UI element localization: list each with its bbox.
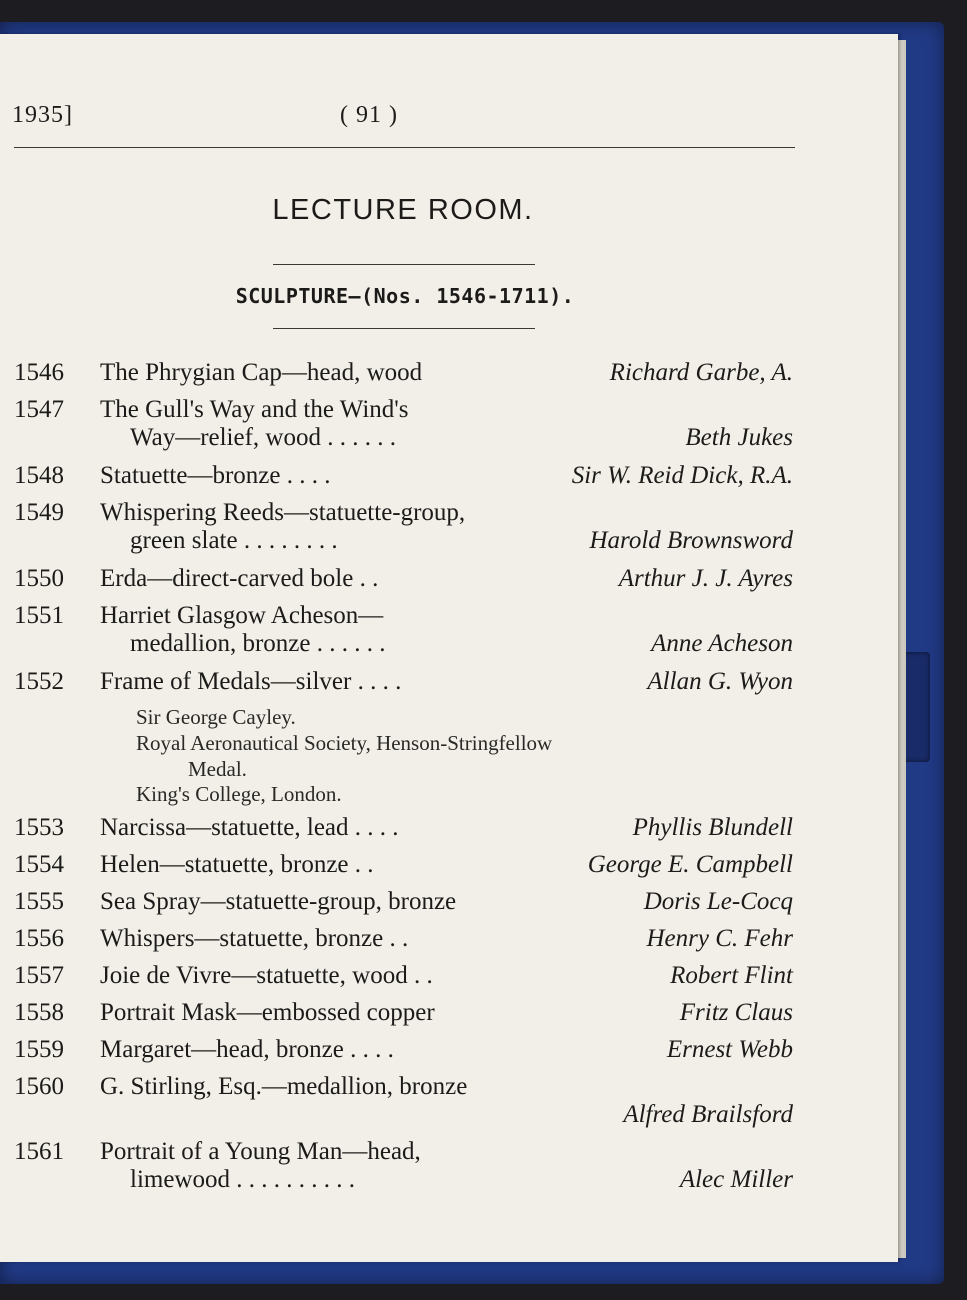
entry-title: Whispers—statuette, bronze . . xyxy=(100,925,409,952)
entry-title: Whispering Reeds—statuette-group, xyxy=(100,499,466,526)
catalogue-entry xyxy=(0,847,898,883)
medal-note-line: Sir George Cayley. xyxy=(136,705,296,729)
entry-title-continued: green slate . . . . . . . . xyxy=(130,527,338,554)
entry-artist: Allan G. Wyon xyxy=(647,668,793,695)
entry-number: 1555 xyxy=(14,888,64,915)
title-rule-lower xyxy=(273,328,535,329)
book-page xyxy=(0,34,898,1262)
entry-artist: Fritz Claus xyxy=(679,999,793,1026)
section-subtitle: SCULPTURE—(Nos. 1546-1711). xyxy=(235,284,575,308)
catalogue-entry xyxy=(0,664,898,700)
medal-note-line: King's College, London. xyxy=(136,782,342,806)
entry-artist: Anne Acheson xyxy=(651,630,793,657)
entry-title: The Phrygian Cap—head, wood xyxy=(100,359,423,386)
entry-number: 1551 xyxy=(14,602,64,629)
medal-note-line: Medal. xyxy=(188,757,247,781)
entry-title: Margaret—head, bronze . . . . xyxy=(100,1036,394,1063)
title-rule-upper xyxy=(273,264,535,265)
entry-title: Joie de Vivre—statuette, wood . . xyxy=(100,962,433,989)
catalogue-entry-continuation xyxy=(0,1097,898,1133)
entry-number: 1549 xyxy=(14,499,64,526)
entry-artist: George E. Campbell xyxy=(587,851,793,878)
entry-title: Frame of Medals—silver . . . . xyxy=(100,668,402,695)
entry-title: Narcissa—statuette, lead . . . . xyxy=(100,814,399,841)
catalogue-entry xyxy=(0,810,898,846)
entry-number: 1552 xyxy=(14,668,64,695)
entry-title: Erda—direct-carved bole . . xyxy=(100,565,379,592)
running-head-year: 1935] xyxy=(12,102,73,128)
entry-artist: Richard Garbe, A. xyxy=(609,359,793,386)
catalogue-entry-continuation xyxy=(0,1162,898,1198)
entry-artist: Doris Le-Cocq xyxy=(643,888,793,915)
entry-number: 1560 xyxy=(14,1073,64,1100)
catalogue-entry-continuation xyxy=(0,626,898,662)
catalogue-entry xyxy=(0,884,898,920)
catalogue-entry xyxy=(0,1032,898,1068)
entry-number: 1559 xyxy=(14,1036,64,1063)
header-rule xyxy=(14,147,795,148)
entry-title: Portrait of a Young Man—head, xyxy=(100,1138,421,1165)
catalogue-entry xyxy=(0,921,898,957)
entry-number: 1553 xyxy=(14,814,64,841)
page-edges xyxy=(898,40,906,1258)
entry-artist: Phyllis Blundell xyxy=(632,814,793,841)
catalogue-entry xyxy=(0,958,898,994)
entry-artist: Ernest Webb xyxy=(666,1036,793,1063)
catalogue-entry-continuation xyxy=(0,523,898,559)
entry-artist: Harold Brownsword xyxy=(589,527,793,554)
entry-number: 1556 xyxy=(14,925,64,952)
entry-number: 1554 xyxy=(14,851,64,878)
entry-number: 1548 xyxy=(14,462,64,489)
medal-note-line: Royal Aeronautical Society, Henson-Stringfellow xyxy=(136,731,553,755)
page-title: LECTURE ROOM. xyxy=(272,194,534,226)
entry-number: 1558 xyxy=(14,999,64,1026)
entry-artist: Henry C. Fehr xyxy=(646,925,793,952)
entry-artist: Beth Jukes xyxy=(685,424,793,451)
entry-title-continued: medallion, bronze . . . . . . xyxy=(130,630,386,657)
entry-title-continued: limewood . . . . . . . . . . xyxy=(130,1166,355,1193)
page-number: ( 91 ) xyxy=(340,102,398,128)
entry-number: 1550 xyxy=(14,565,64,592)
entry-title: Sea Spray—statuette-group, bronze xyxy=(100,888,457,915)
entry-number: 1547 xyxy=(14,396,64,423)
entry-artist: Alec Miller xyxy=(679,1166,793,1193)
entry-number: 1546 xyxy=(14,359,64,386)
catalogue-entry xyxy=(0,995,898,1031)
catalogue-entry xyxy=(0,561,898,597)
catalogue-entry xyxy=(0,458,898,494)
catalogue-entry xyxy=(0,355,898,391)
entry-artist: Sir W. Reid Dick, R.A. xyxy=(571,462,793,489)
entry-title: Statuette—bronze . . . . xyxy=(100,462,331,489)
entry-artist: Robert Flint xyxy=(670,962,793,989)
entry-artist: Alfred Brailsford xyxy=(623,1101,793,1128)
entry-title: The Gull's Way and the Wind's xyxy=(100,396,409,423)
entry-artist: Arthur J. J. Ayres xyxy=(618,565,793,592)
catalogue-entry-continuation xyxy=(0,420,898,456)
entry-title: Helen—statuette, bronze . . xyxy=(100,851,374,878)
entry-title: Portrait Mask—embossed copper xyxy=(100,999,435,1026)
entry-title-continued: Way—relief, wood . . . . . . xyxy=(130,424,396,451)
entry-title: Harriet Glasgow Acheson— xyxy=(100,602,384,629)
entry-title: G. Stirling, Esq.—medallion, bronze xyxy=(100,1073,468,1100)
entry-number: 1561 xyxy=(14,1138,64,1165)
entry-number: 1557 xyxy=(14,962,64,989)
